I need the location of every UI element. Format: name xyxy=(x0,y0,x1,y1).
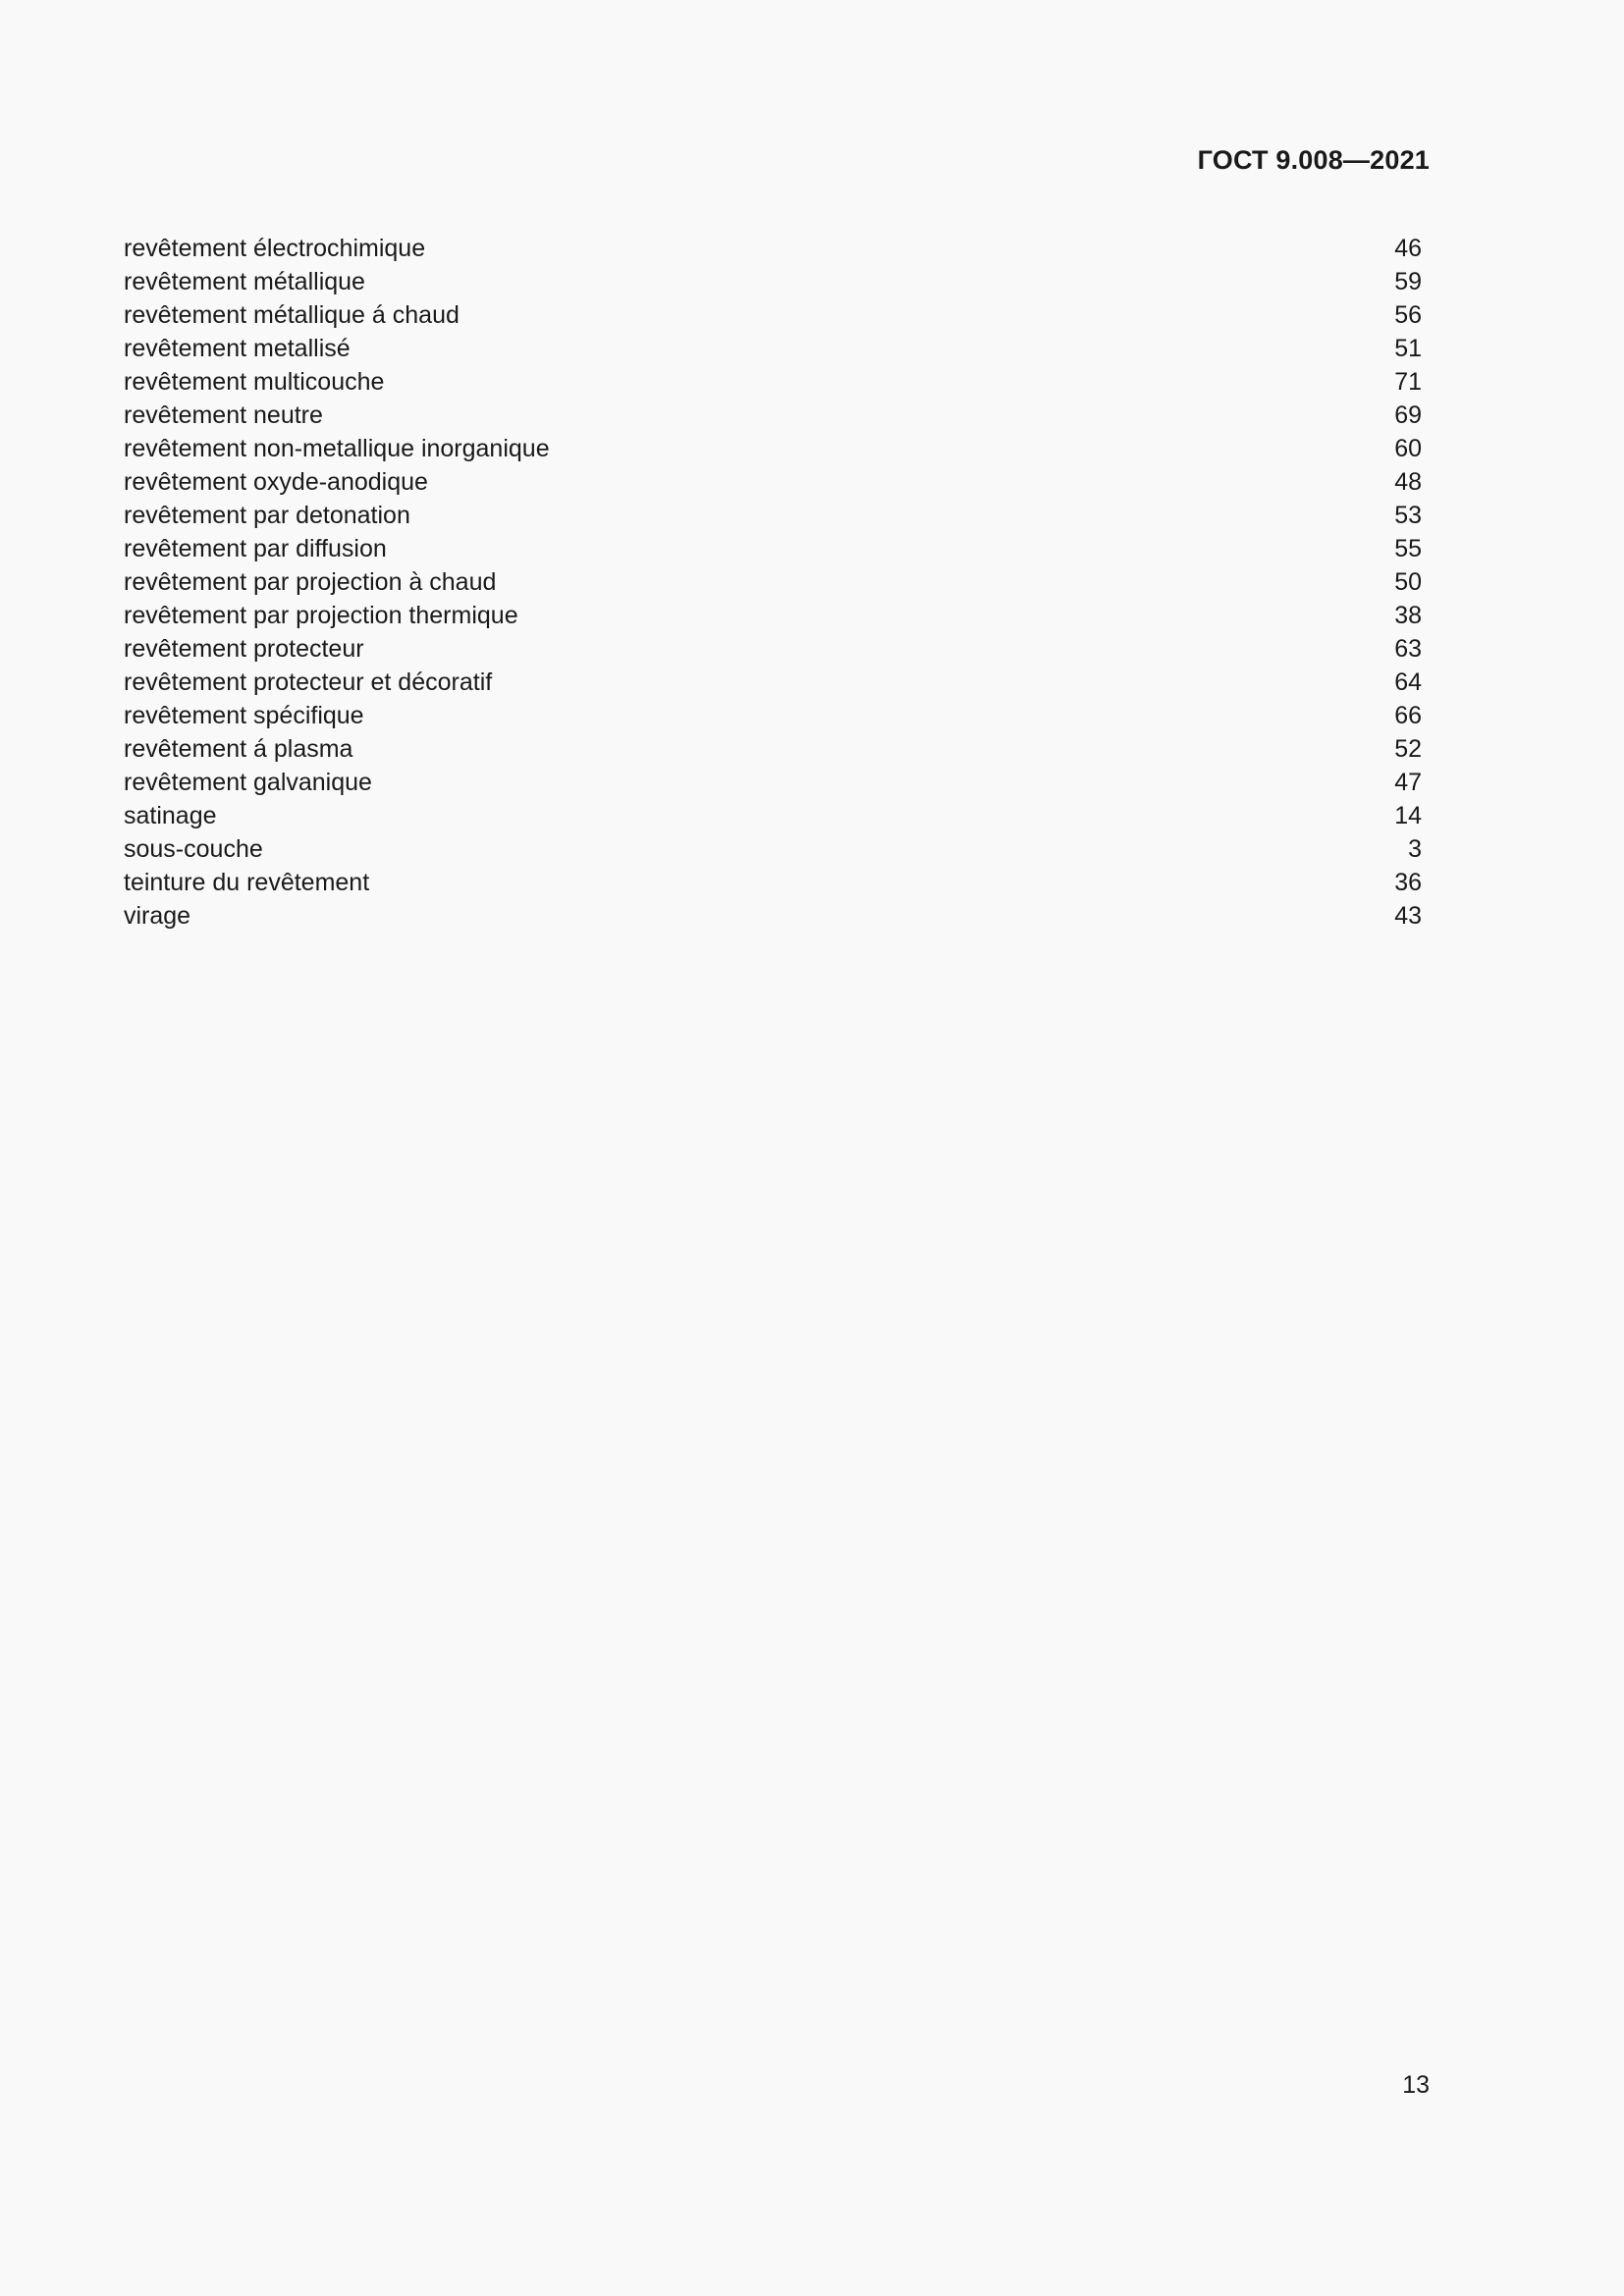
index-term-number: 38 xyxy=(1394,602,1422,629)
index-term: revêtement spécifique xyxy=(124,702,364,729)
index-term-number: 36 xyxy=(1394,869,1422,896)
index-term: revêtement protecteur et décoratif xyxy=(124,668,493,696)
index-term-number: 52 xyxy=(1394,735,1422,763)
index-term-number: 14 xyxy=(1394,802,1422,829)
index-term-number: 53 xyxy=(1394,502,1422,529)
index-entry xyxy=(124,232,1422,265)
index-term: revêtement metallisé xyxy=(124,335,351,362)
index-entry xyxy=(124,499,1422,532)
index-term-number: 56 xyxy=(1394,301,1422,329)
index-term: satinage xyxy=(124,802,217,829)
index-term: revêtement par projection à chaud xyxy=(124,568,497,596)
index-entry xyxy=(124,732,1422,766)
index-term: virage xyxy=(124,902,191,930)
index-term: revêtement galvanique xyxy=(124,769,372,796)
index-entry xyxy=(124,866,1422,899)
index-term: revêtement électrochimique xyxy=(124,235,426,262)
index-entry xyxy=(124,399,1422,432)
index-term: revêtement métallique xyxy=(124,268,365,295)
index-term-number: 3 xyxy=(1408,835,1422,863)
index-entry xyxy=(124,465,1422,499)
index-entry xyxy=(124,599,1422,632)
index-term-number: 43 xyxy=(1394,902,1422,930)
index-entry xyxy=(124,332,1422,365)
index-entry xyxy=(124,265,1422,298)
index-entry xyxy=(124,298,1422,332)
index-term: revêtement par detonation xyxy=(124,502,410,529)
index-term: revêtement oxyde-anodique xyxy=(124,468,428,496)
index-term-number: 71 xyxy=(1394,368,1422,396)
index-term-number: 48 xyxy=(1394,468,1422,496)
index-term: revêtement neutre xyxy=(124,401,323,429)
index-term-number: 63 xyxy=(1394,635,1422,663)
index-term-number: 51 xyxy=(1394,335,1422,362)
index-entry xyxy=(124,632,1422,666)
index-term: revêtement protecteur xyxy=(124,635,364,663)
index-term-number: 50 xyxy=(1394,568,1422,596)
index-term: revêtement par diffusion xyxy=(124,535,387,562)
index-term: revêtement métallique á chaud xyxy=(124,301,460,329)
index-term-number: 60 xyxy=(1394,435,1422,462)
index-term-number: 59 xyxy=(1394,268,1422,295)
document-header-code: ГОСТ 9.008—2021 xyxy=(1197,145,1430,175)
index-term: revêtement non-metallique inorganique xyxy=(124,435,550,462)
alphabetical-term-index xyxy=(124,232,1422,933)
index-term: teinture du revêtement xyxy=(124,869,370,896)
index-term-number: 47 xyxy=(1394,769,1422,796)
index-entry xyxy=(124,832,1422,866)
index-term-number: 64 xyxy=(1394,668,1422,696)
index-term-number: 69 xyxy=(1394,401,1422,429)
index-entry xyxy=(124,365,1422,399)
index-term: revêtement multicouche xyxy=(124,368,385,396)
index-entry xyxy=(124,666,1422,699)
index-term-number: 66 xyxy=(1394,702,1422,729)
index-term-number: 46 xyxy=(1394,235,1422,262)
index-term-number: 55 xyxy=(1394,535,1422,562)
index-term: revêtement par projection thermique xyxy=(124,602,518,629)
page-number: 13 xyxy=(1402,2071,1430,2099)
index-entry xyxy=(124,766,1422,799)
index-entry xyxy=(124,532,1422,565)
index-entry xyxy=(124,699,1422,732)
index-entry xyxy=(124,432,1422,465)
index-entry xyxy=(124,565,1422,599)
index-term: revêtement á plasma xyxy=(124,735,353,763)
index-entry xyxy=(124,799,1422,832)
index-term: sous-couche xyxy=(124,835,263,863)
index-entry xyxy=(124,899,1422,933)
